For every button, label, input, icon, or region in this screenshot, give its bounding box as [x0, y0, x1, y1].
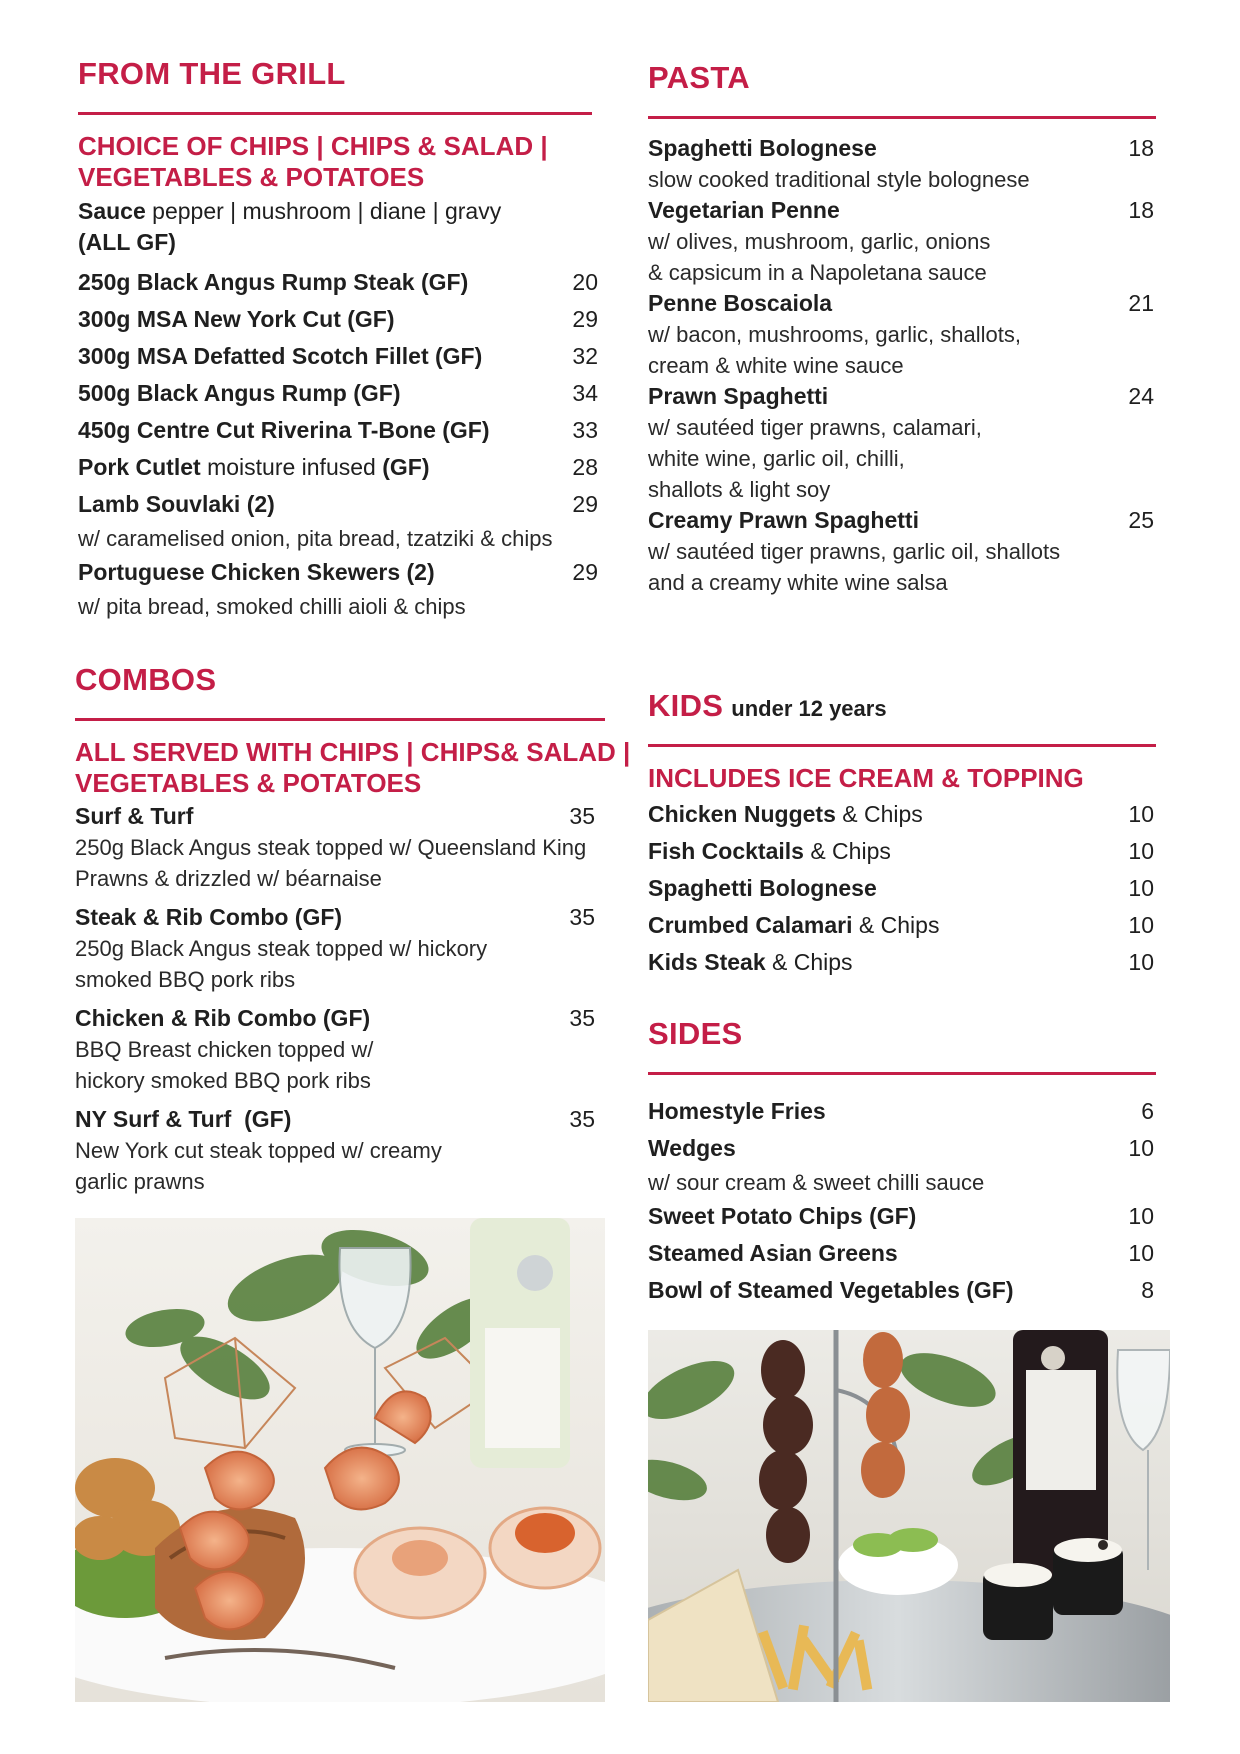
- item-description: w/ olives, mushroom, garlic, onions: [648, 229, 991, 254]
- item-name: Chicken & Rib Combo (GF): [75, 1005, 371, 1031]
- pasta-item: [648, 195, 1154, 226]
- item-name: Creamy Prawn Spaghetti: [648, 507, 919, 533]
- item-name: Bowl of Steamed Vegetables (GF): [648, 1277, 1014, 1303]
- item-description: New York cut steak topped w/ creamy: [75, 1138, 442, 1163]
- pasta-divider: [648, 116, 1156, 119]
- item-description: cream & white wine sauce: [648, 353, 904, 378]
- sauce-note: (ALL GF): [78, 229, 176, 255]
- item-price: 8: [1141, 1277, 1154, 1303]
- pasta-item: [648, 381, 1154, 412]
- item-name: Crumbed Calamari: [648, 912, 853, 938]
- pasta-item: [648, 505, 1154, 536]
- item-description: w/ sautéed tiger prawns, garlic oil, shallots: [648, 539, 1061, 564]
- item-name: Wedges: [648, 1135, 736, 1161]
- item-price: 10: [1128, 1135, 1154, 1161]
- grill-item: [78, 301, 598, 338]
- item-name: Lamb Souvlaki (2): [78, 491, 275, 517]
- pasta-item: [648, 133, 1154, 164]
- item-price: 10: [1128, 912, 1154, 938]
- seafood-platter-image: [75, 1218, 605, 1702]
- item-name: Pork Cutlet: [78, 454, 201, 480]
- item-price: 6: [1141, 1098, 1154, 1124]
- item-price: 10: [1128, 801, 1154, 827]
- kids-divider: [648, 744, 1156, 747]
- kids-section: [648, 690, 1158, 981]
- item-price: 32: [572, 343, 598, 369]
- grill-subtitle-line2: VEGETABLES & POTATOES: [78, 162, 425, 192]
- item-price: 10: [1128, 838, 1154, 864]
- item-name: Steamed Asian Greens: [648, 1240, 898, 1266]
- combo-item: [75, 801, 595, 832]
- item-name: Vegetarian Penne: [648, 197, 840, 223]
- kids-item: [648, 870, 1154, 907]
- item-name: Kids Steak: [648, 949, 766, 975]
- item-description: smoked BBQ pork ribs: [75, 967, 296, 992]
- item-price: 20: [572, 269, 598, 295]
- item-description: slow cooked traditional style bolognese: [648, 167, 1030, 192]
- item-name: 450g Centre Cut Riverina T-Bone (GF): [78, 417, 490, 443]
- combo-item: [75, 1104, 595, 1135]
- kids-age-note: under 12 years: [731, 696, 887, 721]
- item-description: 250g Black Angus steak topped w/ Queensland King: [75, 835, 587, 860]
- item-price: 35: [569, 904, 595, 930]
- item-price: 10: [1128, 1203, 1154, 1229]
- combo-item: [75, 1003, 595, 1034]
- sides-item: [648, 1235, 1154, 1272]
- item-price: 35: [569, 1005, 595, 1031]
- item-extra: & Chips: [803, 838, 891, 864]
- sauce-label: Sauce: [78, 198, 146, 224]
- item-name: Portuguese Chicken Skewers (2): [78, 559, 435, 585]
- item-price: 21: [1128, 290, 1154, 316]
- kids-title: KIDS: [648, 688, 724, 723]
- item-description: hickory smoked BBQ pork ribs: [75, 1068, 371, 1093]
- item-description: BBQ Breast chicken topped w/: [75, 1037, 374, 1062]
- combos-section: [75, 662, 631, 1197]
- item-name: Homestyle Fries: [648, 1098, 826, 1124]
- grill-item: [78, 412, 598, 449]
- item-extra: & Chips: [835, 801, 923, 827]
- item-name: NY Surf & Turf (GF): [75, 1106, 292, 1132]
- sides-item: [648, 1093, 1154, 1130]
- pasta-title: PASTA: [648, 60, 750, 95]
- kids-item: [648, 833, 1154, 870]
- item-price: 10: [1128, 1240, 1154, 1266]
- kids-item: [648, 944, 1154, 981]
- item-description: & capsicum in a Napoletana sauce: [648, 260, 987, 285]
- combos-subtitle-line1: ALL SERVED WITH CHIPS | CHIPS& SALAD |: [75, 737, 631, 767]
- kids-subtitle: INCLUDES ICE CREAM & TOPPING: [648, 763, 1084, 793]
- item-name: Spaghetti Bolognese: [648, 875, 877, 901]
- combos-subtitle-line2: VEGETABLES & POTATOES: [75, 768, 422, 798]
- item-extra: & Chips: [852, 912, 940, 938]
- skewer-platter-image: [648, 1330, 1170, 1702]
- grill-item-chicken: [78, 554, 598, 591]
- combos-title: COMBOS: [75, 662, 217, 697]
- item-price: 18: [1128, 135, 1154, 161]
- item-note: moisture infused: [200, 454, 383, 480]
- item-name: 300g MSA New York Cut (GF): [78, 306, 395, 332]
- grill-item: [78, 338, 598, 375]
- grill-item-pork: [78, 449, 598, 486]
- item-name: Prawn Spaghetti: [648, 383, 829, 409]
- item-name: 500g Black Angus Rump (GF): [78, 380, 401, 406]
- pasta-section: [648, 62, 1158, 598]
- item-description: white wine, garlic oil, chilli,: [648, 446, 905, 471]
- item-name: Penne Boscaiola: [648, 290, 833, 316]
- item-name: Sweet Potato Chips (GF): [648, 1203, 917, 1229]
- sides-item: [648, 1198, 1154, 1235]
- sides-section: [648, 1018, 1158, 1309]
- item-description: 250g Black Angus steak topped w/ hickory: [75, 936, 488, 961]
- item-description: Prawns & drizzled w/ béarnaise: [75, 866, 382, 891]
- item-description: w/ sour cream & sweet chilli sauce: [648, 1170, 985, 1195]
- item-name: Fish Cocktails: [648, 838, 804, 864]
- item-description: w/ sautéed tiger prawns, calamari,: [648, 415, 982, 440]
- item-price: 10: [1128, 949, 1154, 975]
- grill-divider: [78, 112, 592, 115]
- seafood-platter-photo: [75, 1218, 605, 1702]
- item-price: 25: [1128, 507, 1154, 533]
- sauce-note-row: [78, 227, 616, 258]
- item-description: shallots & light soy: [648, 477, 831, 502]
- item-description: w/ pita bread, smoked chilli aioli & chips: [78, 594, 466, 619]
- combos-divider: [75, 718, 605, 721]
- grill-title: FROM THE GRILL: [78, 56, 346, 91]
- grill-subtitle-line1: CHOICE OF CHIPS | CHIPS & SALAD |: [78, 131, 548, 161]
- skewer-platter-photo: [648, 1330, 1170, 1702]
- sides-item: [648, 1272, 1154, 1309]
- item-description: and a creamy white wine salsa: [648, 570, 948, 595]
- item-price: 29: [572, 306, 598, 332]
- item-description: w/ caramelised onion, pita bread, tzatziki & chips: [78, 526, 553, 551]
- item-price: 18: [1128, 197, 1154, 223]
- item-price: 34: [572, 380, 598, 406]
- item-name: Spaghetti Bolognese: [648, 135, 877, 161]
- item-price: 35: [569, 1106, 595, 1132]
- item-name: Steak & Rib Combo (GF): [75, 904, 343, 930]
- item-tag: (GF): [382, 454, 430, 480]
- sauce-row: [78, 196, 616, 227]
- sides-item: [648, 1130, 1154, 1167]
- kids-item: [648, 796, 1154, 833]
- item-description: w/ bacon, mushrooms, garlic, shallots,: [648, 322, 1021, 347]
- item-price: 24: [1128, 383, 1154, 409]
- item-name: 300g MSA Defatted Scotch Fillet (GF): [78, 343, 483, 369]
- item-name: 250g Black Angus Rump Steak (GF): [78, 269, 469, 295]
- item-price: 29: [572, 491, 598, 517]
- pasta-item: [648, 288, 1154, 319]
- item-price: 29: [572, 559, 598, 585]
- item-name: Surf & Turf: [75, 803, 194, 829]
- item-description: garlic prawns: [75, 1169, 205, 1194]
- combo-item: [75, 902, 595, 933]
- grill-section: [78, 58, 616, 622]
- item-price: 33: [572, 417, 598, 443]
- sides-divider: [648, 1072, 1156, 1075]
- item-extra: & Chips: [765, 949, 853, 975]
- item-price: 35: [569, 803, 595, 829]
- kids-item: [648, 907, 1154, 944]
- sides-title: SIDES: [648, 1016, 743, 1051]
- item-price: 10: [1128, 875, 1154, 901]
- grill-item: [78, 264, 598, 301]
- grill-item: [78, 375, 598, 412]
- grill-item-lamb: [78, 486, 598, 523]
- sauce-options: pepper | mushroom | diane | gravy: [145, 198, 502, 224]
- item-name: Chicken Nuggets: [648, 801, 836, 827]
- item-price: 28: [572, 454, 598, 480]
